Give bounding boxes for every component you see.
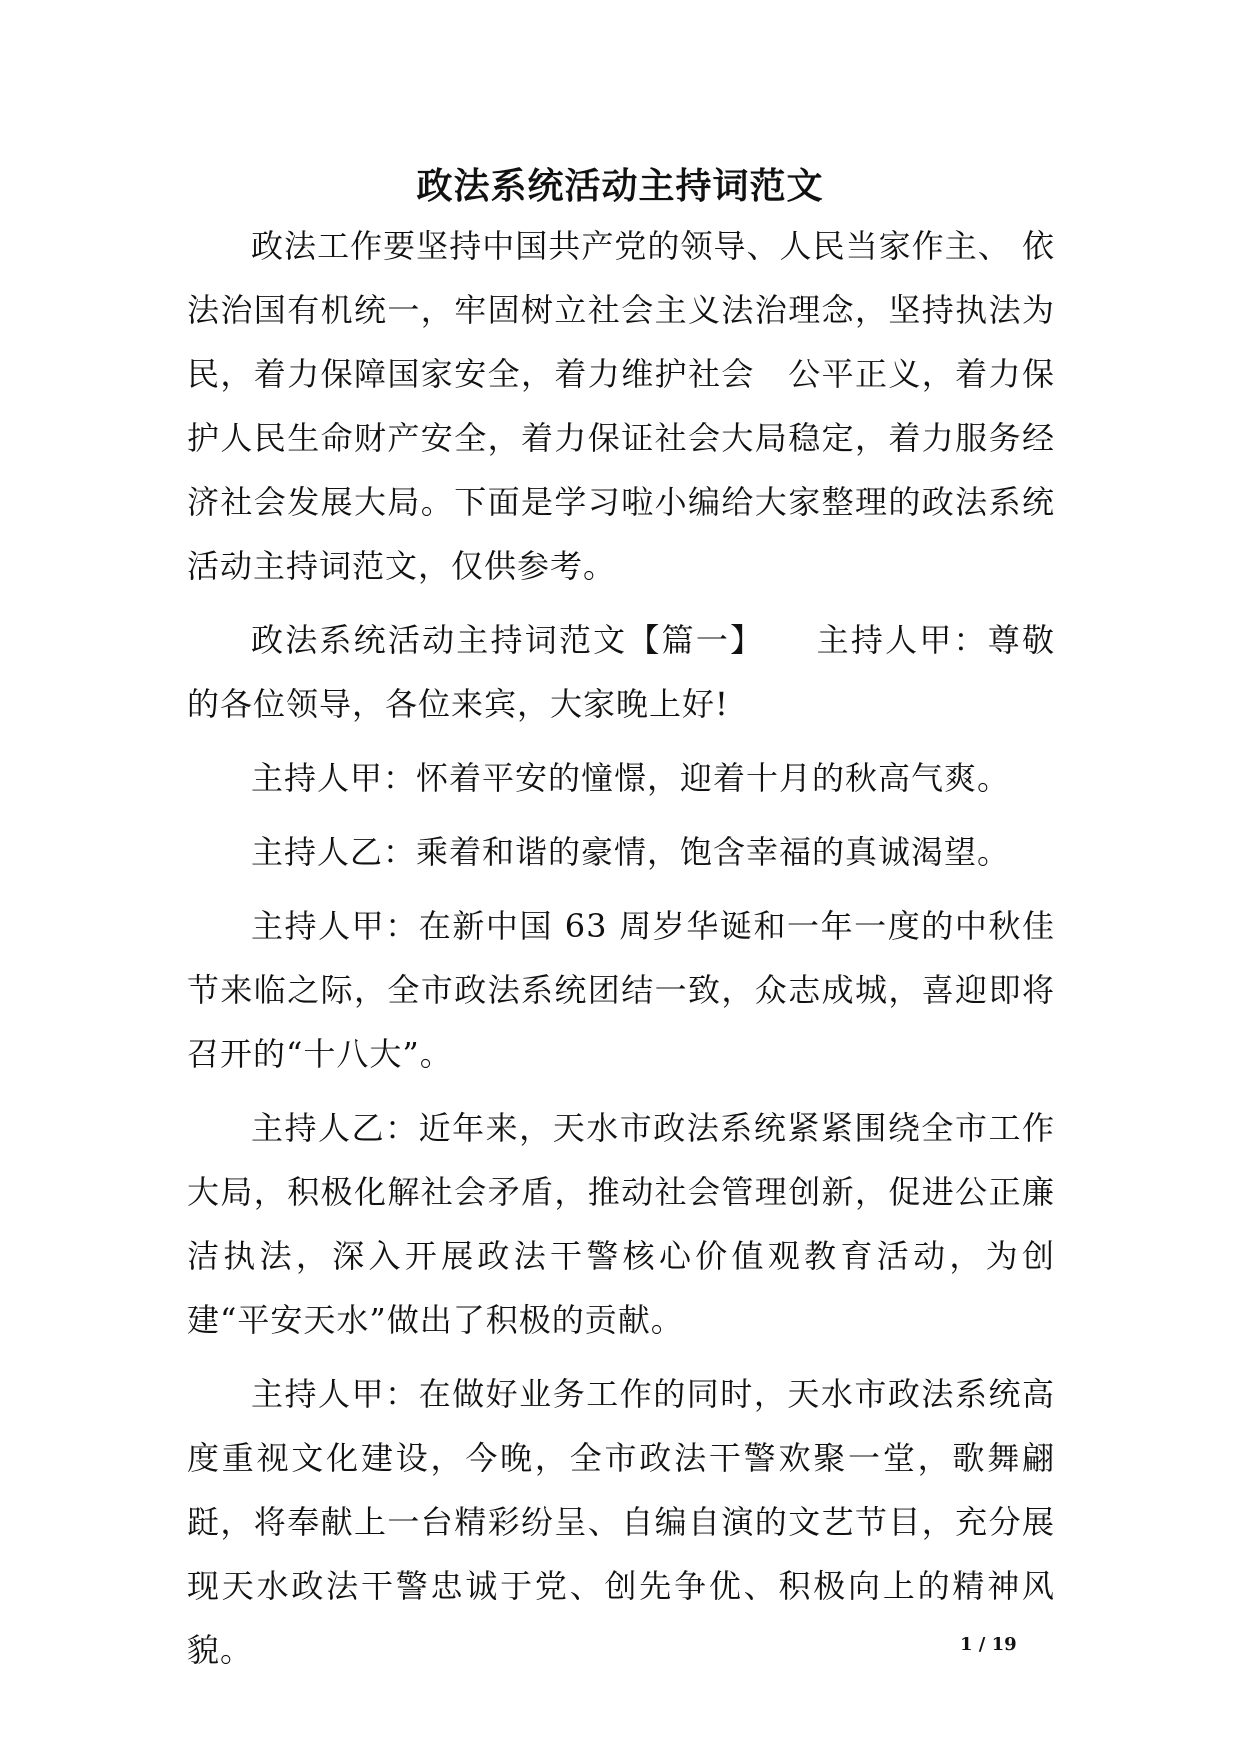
document-title: 政法系统活动主持词范文 xyxy=(416,165,824,207)
host-b-achievement-paragraph: 主持人乙：近年来，天水市政法系统紧紧围绕全市工作大局，积极化解社会矛盾，推动社会管理创新，促进公正廉洁执法，深入开展政法干警核心价值观教育活动，为创建“平安天水”做出了积极的贡献。 xyxy=(187,1109,1055,1339)
document-body xyxy=(187,214,1055,1692)
intro-paragraph: 政法工作要坚持中国共产党的领导、人民当家作主、 依法治国有机统一，牢固树立社会主义法治理念，坚持执法为民，着力保障国家安全，着力维护社会 公平正义，着力保护人民生命财产安全，着力保证社会大局稳定，着力服务经济社会发展大局。下面是学习啦小编给大家整理的政法系统活动主持词范文，仅供参考。 xyxy=(187,227,1055,585)
host-a-culture-paragraph: 主持人甲：在做好业务工作的同时，天水市政法系统高度重视文化建设，今晚，全市政法干警欢聚一堂，歌舞翩跹，将奉献上一台精彩纷呈、自编自演的文艺节目，充分展现天水政法干警忠诚于党、创先争优、积极向上的精神风貌。 xyxy=(187,1375,1055,1669)
section-one-opening-paragraph: 政法系统活动主持词范文【篇一】 主持人甲：尊敬的各位领导，各位来宾，大家晚上好! xyxy=(187,621,1055,723)
host-a-anniversary-paragraph: 主持人甲：在新中国 63 周岁华诞和一年一度的中秋佳节来临之际，全市政法系统团结一致，众志成城，喜迎即将召开的“十八大”。 xyxy=(187,907,1055,1073)
page-number: 1 / 19 xyxy=(960,1634,1017,1655)
host-b-line: 主持人乙：乘着和谐的豪情，饱含幸福的真诚渴望。 xyxy=(251,833,1011,871)
host-a-line: 主持人甲：怀着平安的憧憬，迎着十月的秋高气爽。 xyxy=(251,759,1011,797)
